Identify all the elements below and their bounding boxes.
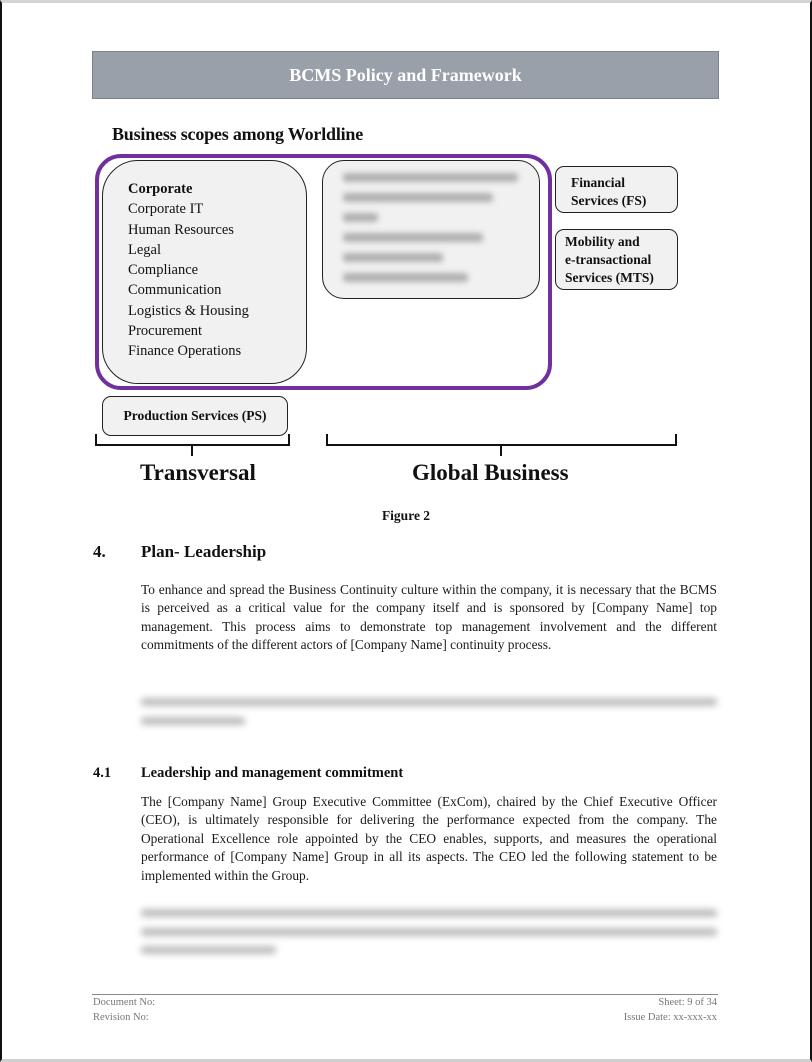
corporate-item: Finance Operations <box>128 343 242 360</box>
redacted-text-line <box>343 213 378 222</box>
document-header-bar <box>92 51 719 99</box>
corporate-box <box>102 160 307 384</box>
redacted-quote-paragraph <box>141 909 717 965</box>
section-number: 4. <box>93 542 106 561</box>
section-title: Leadership and management commitment <box>141 765 404 781</box>
footer-right <box>624 995 717 1025</box>
redacted-paragraph <box>141 698 717 735</box>
transversal-label: Transversal <box>140 460 256 485</box>
mts-line: Services (MTS) <box>565 270 654 285</box>
section-title: Plan- Leadership <box>141 542 267 561</box>
redacted-scope-box <box>322 160 540 299</box>
redacted-text-line <box>343 233 483 242</box>
section-4-paragraph: To enhance and spread the Business Continuity culture within the company, it is necessary that the BCMS is perceived as a critical value for the company itself and is sponsored by [Company Name] top management. This process aims to demonstrate top management involvement and the different commitments of the different actors of [Company Name] continuity process. <box>141 582 717 653</box>
corporate-box-heading: Corporate <box>128 181 193 197</box>
document-no-label: Document No: <box>93 997 156 1008</box>
mts-line: Mobility and <box>565 234 640 249</box>
corporate-item: Corporate IT <box>128 201 204 218</box>
redacted-text-line <box>141 909 717 917</box>
issue-date: Issue Date: xx-xxx-xx <box>623 1012 717 1023</box>
production-services-label: Production Services (PS) <box>123 408 267 423</box>
redacted-text-line <box>343 273 468 282</box>
corporate-item: Legal <box>128 241 162 258</box>
corporate-item: Compliance <box>128 262 199 279</box>
financial-services-line: Financial <box>571 175 626 190</box>
corporate-item: Procurement <box>128 323 203 340</box>
corporate-item: Communication <box>128 282 222 299</box>
redacted-text-line <box>141 717 245 725</box>
sheet-number: Sheet: 9 of 34 <box>658 997 717 1008</box>
redacted-text-line <box>343 193 493 202</box>
corporate-item: Logistics & Housing <box>128 302 249 319</box>
footer-left <box>93 995 155 1025</box>
redacted-text-line <box>343 173 518 182</box>
redacted-text-line <box>141 946 276 954</box>
financial-services-box <box>555 166 678 213</box>
redacted-text-line <box>141 928 717 936</box>
production-services-box <box>102 396 288 436</box>
mts-box <box>555 229 678 290</box>
corporate-item: Human Resources <box>128 221 234 238</box>
revision-no-label: Revision No: <box>93 1012 149 1023</box>
document-header-title: BCMS Policy and Framework <box>289 64 522 85</box>
figure-caption: Figure 2 <box>381 508 431 523</box>
global-business-label: Global Business <box>412 460 569 485</box>
mts-line: e-transactional <box>565 252 652 267</box>
section-number: 4.1 <box>93 765 112 781</box>
redacted-text-line <box>343 253 443 262</box>
section-4-1-paragraph: The [Company Name] Group Executive Committee (ExCom), chaired by the Chief Executive Officer (CEO), is ultimately responsible for delivering the performance expected from the company. The Operational Excellence role appointed by the CEO enables, supports, and measures the operational performance of [Company Name] Group in all its aspects. The CEO led the following statement to be implemented within the Group. <box>141 794 717 883</box>
redacted-text-line <box>141 698 717 706</box>
financial-services-line: Services (FS) <box>571 193 647 208</box>
diagram-title: Business scopes among Worldline <box>112 124 364 144</box>
